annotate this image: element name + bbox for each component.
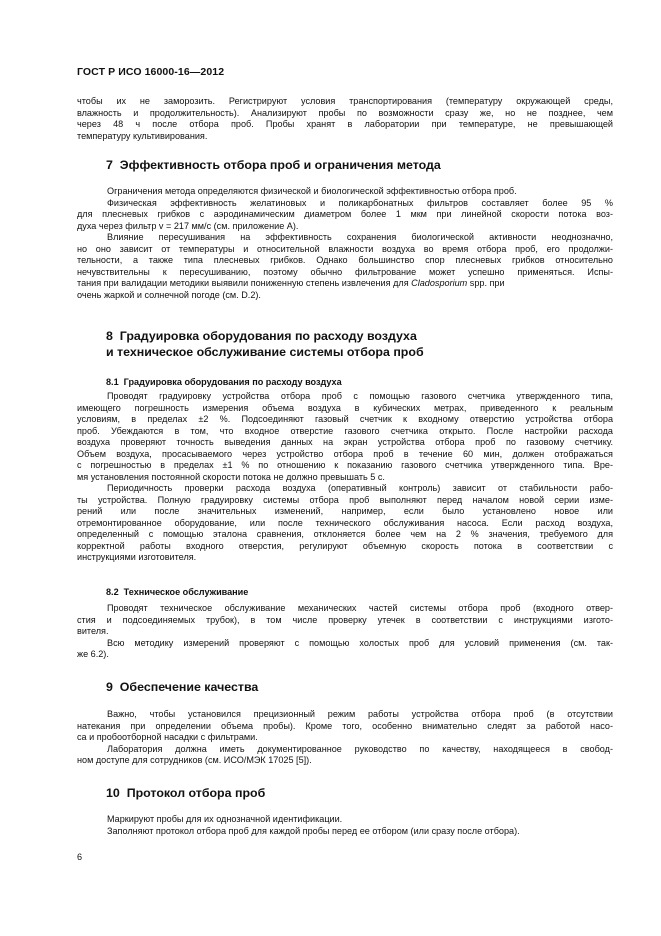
subsection-8-1-body	[77, 391, 613, 564]
subsection-8-2-heading	[106, 587, 248, 597]
section-number: 8	[106, 329, 113, 343]
page-number: 6	[77, 852, 83, 862]
text-line: Всю методику измерений проверяют с помощью холостых проб для условий применения (см. так-	[107, 637, 613, 648]
document-header: ГОСТ Р ИСО 16000-16—2012	[77, 66, 225, 78]
section-title-line: и техническое обслуживание системы отбора проб	[106, 344, 424, 359]
species-name: Cladosporium	[411, 278, 468, 288]
text-line: натекания при определении объема пробы). Кроме того, особенно внимательно следят за работой насо-	[77, 720, 613, 731]
text-line: Влияние пересушивания на эффективность сохранения биологической активности неоднозначно,	[107, 232, 613, 242]
text-line: имеющего погрешность измерения объема воздуха в кубических метрах, приведенного к реальным	[77, 402, 613, 413]
text-line: но оно зависит от температуры и относительной влажности воздуха во время отбора проб, его продолжи-	[77, 243, 613, 254]
text-line: отремонтированное оборудование, или после технического обслуживания насоса. Если расход воздуха,	[77, 517, 613, 528]
text-line: с погрешностью в пределах ±1 % по отношению к показанию газового счетчика утвержденного типа. Вре-	[77, 460, 613, 470]
text-fragment: spp. при	[467, 278, 505, 288]
text-line: мя установления постоянной скорости потока не должно превышать 5 с.	[77, 471, 385, 482]
text-line: нечувствительны к пересушиванию, поэтому обычно фильтрование может успешно применяться. Испы-	[77, 266, 613, 277]
section-10-heading	[106, 786, 265, 802]
text-line: Периодичность проверки расхода воздуха (оперативный контроль) зависит от стабильности рабо-	[107, 483, 613, 493]
section-9-body	[77, 709, 613, 767]
text-line: Маркируют пробы для их однозначной идентификации.	[107, 814, 343, 824]
subsection-8-1-heading	[106, 377, 342, 387]
text-line: очень жаркой и солнечной погоде (см. D.2).	[77, 289, 261, 300]
section-7-heading	[106, 158, 441, 174]
text-line: духа через фильтр v = 217 мм/с (см. приложение А).	[77, 220, 299, 231]
section-7-body	[77, 186, 613, 301]
text-line: Лаборатория должна иметь документированное руководство по качеству, находящееся в свобод-	[107, 743, 613, 754]
subsection-title: Градуировка оборудования по расходу воздуха	[123, 377, 342, 387]
text-line: Ограничения метода определяются физической и биологической эффективностью отбора проб.	[107, 186, 517, 196]
text-line: Заполняют протокол отбора проб для каждой пробы перед ее отбором (или сразу после отбора).	[107, 825, 520, 836]
text-line: через 48 ч после отбора проб. Пробы хранят в лаборатории при температуре, не превышающей	[77, 119, 613, 129]
text-line: же 6.2).	[77, 649, 109, 659]
text-line: влажность и продолжительность). Анализируют пробы по возможности сразу же, но не позднее, чем	[77, 107, 613, 118]
section-title: Обеспечение качества	[119, 680, 259, 694]
text-line: Физическая эффективность желатиновых и поликарбонатных фильтров составляет более 95 %	[107, 197, 613, 208]
text-line: стия и подсоединяемых трубок), в том числе проверку утечек в соответствии с инструкциями изгото-	[77, 614, 613, 625]
subsection-number: 8.2	[106, 587, 119, 597]
section-number: 9	[106, 680, 113, 694]
text-line: температуру культивирования.	[77, 130, 208, 141]
text-line: инструкциями изготовителя.	[77, 552, 197, 562]
text-line	[77, 278, 613, 290]
text-line: ном доступе для сотрудников (см. ИСО/МЭК 17025 [5]).	[77, 755, 312, 765]
text-fragment: тания при валидации методики выявили пониженную степень извлечения для	[77, 278, 412, 288]
paragraph-storage	[77, 96, 613, 142]
text-line: чтобы их не заморозить. Регистрируют условия транспортирования (температуру окружающей среды,	[77, 96, 613, 106]
text-line: Проводят градуировку устройства отбора проб с помощью газового счетчика утвержденного типа,	[107, 391, 613, 401]
section-title: Градуировка оборудования по расходу воздуха	[119, 329, 417, 343]
text-line: Объем воздуха, просасываемого через устройство отбора проб в течение 60 мин, должен отображаться	[77, 448, 613, 459]
section-10-body	[77, 814, 613, 837]
subsection-number: 8.1	[106, 377, 119, 387]
text-line: корректной работы входного отверстия, регулируют объемную скорость потока в соответствии с	[77, 540, 613, 551]
text-line: Важно, чтобы установился прецизионный режим работы устройства отбора проб (в отсутствии	[107, 709, 613, 719]
section-title-line	[106, 329, 424, 345]
section-number: 7	[106, 158, 113, 172]
text-line: ты устройства. Полную градуировку системы отбора проб выполняют перед началом новой серии изме-	[77, 494, 613, 505]
section-number: 10	[106, 786, 120, 800]
text-line: Проводят техническое обслуживание механических частей системы отбора проб (входного отвер-	[107, 603, 613, 613]
text-line: проб. Убеждаются в том, что входное отверстие газового счетчика открыто. После настройки расхода	[77, 425, 613, 436]
text-line: тельности, а также типа плесневых грибков. Однако большинство спор плесневых грибков относительно	[77, 255, 613, 265]
text-line: условиям, в пределах ±2 %. Подсоединяют газовый счетчик к входному отверстию устройства отбора	[77, 414, 613, 424]
text-line: вителя.	[77, 626, 109, 636]
text-line: определенный с помощью эталона сравнения, отклоняется более чем на 2 % значения, требуемого для	[77, 529, 613, 539]
text-line: воздуха проверяют точность выведения данных на экран устройства отбора проб по газовому счетчику.	[77, 437, 613, 447]
section-title: Эффективность отбора проб и ограничения метода	[119, 158, 441, 172]
text-line: са и пробоотборной насадки с фильтрами.	[77, 732, 258, 742]
section-title: Протокол отбора проб	[126, 786, 266, 800]
subsection-8-2-body	[77, 603, 613, 661]
section-8-heading	[106, 329, 424, 360]
subsection-title: Техническое обслуживание	[123, 587, 249, 597]
section-9-heading	[106, 680, 258, 696]
text-line: рений или после значительных изменений, например, если было установлено новое или	[77, 506, 613, 516]
text-line: для плесневых грибков с аэродинамическим диаметром более 1 мкм при линейной скорости потока воз-	[77, 209, 613, 219]
